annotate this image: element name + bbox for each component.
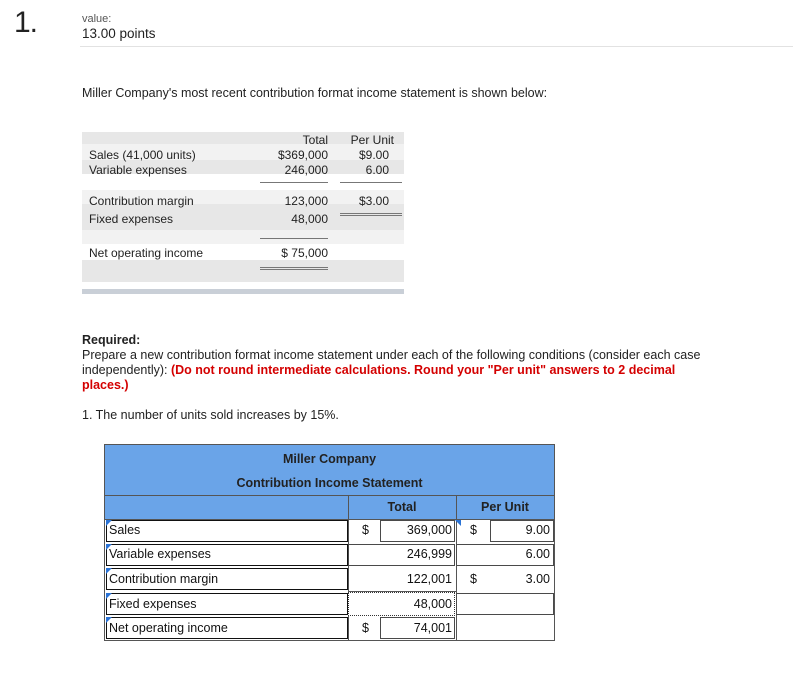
dollar-sign: $ <box>362 621 369 635</box>
underline <box>260 238 328 239</box>
underline <box>340 182 402 183</box>
table-bottom-bar <box>82 289 404 294</box>
dollar-sign: $ <box>470 572 477 586</box>
double-underline <box>340 213 402 216</box>
row-total: 48,000 <box>291 212 328 226</box>
required-instructions: Prepare a new contribution format income statement under each of the following conditions (consider each case independently): <box>82 348 701 377</box>
required-text <box>82 348 712 393</box>
row-label: Fixed expenses <box>89 212 174 226</box>
row-label: Sales (41,000 units) <box>89 148 196 162</box>
col-per-unit-header: Per Unit <box>481 500 529 514</box>
row-per-unit: $9.00 <box>358 148 389 162</box>
answer-table <box>104 444 555 641</box>
flag-icon <box>455 520 461 526</box>
row-label: Net operating income <box>89 246 204 260</box>
row-total: 246,000 <box>284 163 328 177</box>
row-label-contribution-margin: Contribution margin <box>109 572 219 586</box>
given-income-statement <box>82 132 404 294</box>
col-per-unit-header: Per Unit <box>350 133 394 147</box>
row-label: Variable expenses <box>89 163 187 177</box>
col-total-header: Total <box>302 133 328 147</box>
divider <box>456 496 457 641</box>
required-title: Required: <box>82 333 141 347</box>
row-per-unit: 6.00 <box>365 163 389 177</box>
total-value-variable-expenses: 246,999 <box>406 547 452 561</box>
dollar-sign: $ <box>470 523 477 537</box>
row-band <box>82 260 404 282</box>
per-unit-value-sales: 9.00 <box>525 523 550 537</box>
statement-title: Contribution Income Statement <box>236 476 423 490</box>
row-label-net-operating-income: Net operating income <box>109 621 228 635</box>
per-unit-value-contribution-margin: 3.00 <box>525 572 550 586</box>
total-value-contribution-margin: 122,001 <box>406 572 452 586</box>
company-name: Miller Company <box>282 452 377 466</box>
row-total: $ 75,000 <box>281 246 328 260</box>
underline <box>260 182 328 183</box>
col-total-header: Total <box>387 500 417 514</box>
row-label-fixed-expenses: Fixed expenses <box>109 597 197 611</box>
intro-text: Miller Company's most recent contribution format income statement is shown below: <box>82 86 548 100</box>
part-1-prompt: 1. The number of units sold increases by 15%. <box>82 408 339 422</box>
dollar-sign: $ <box>362 523 369 537</box>
row-band <box>82 230 404 244</box>
total-value-fixed-expenses: 48,000 <box>413 597 452 611</box>
header-divider <box>80 46 793 47</box>
divider <box>348 591 456 592</box>
per-unit-value-variable-expenses: 6.00 <box>525 547 550 561</box>
required-note: (Do not round intermediate calculations. Round your "Per unit" answers to 2 decimal places.) <box>82 363 676 392</box>
required-section <box>82 333 712 393</box>
row-label-variable-expenses: Variable expenses <box>109 547 211 561</box>
total-value-sales: 369,000 <box>406 523 452 537</box>
value-label: value: <box>82 13 112 25</box>
row-per-unit: $3.00 <box>358 194 389 208</box>
label-field-sales[interactable] <box>106 520 348 542</box>
row-label: Contribution margin <box>89 194 194 208</box>
double-underline <box>260 267 328 270</box>
total-value-net-operating-income: 74,001 <box>413 621 452 635</box>
divider <box>348 496 349 641</box>
points-value: 13.00 points <box>82 26 156 41</box>
question-number: 1. <box>14 6 38 39</box>
row-total: 123,000 <box>284 194 328 208</box>
row-total: $369,000 <box>277 148 328 162</box>
row-label-sales: Sales <box>109 523 141 537</box>
per-unit-input-fixed-expenses[interactable] <box>456 593 554 615</box>
